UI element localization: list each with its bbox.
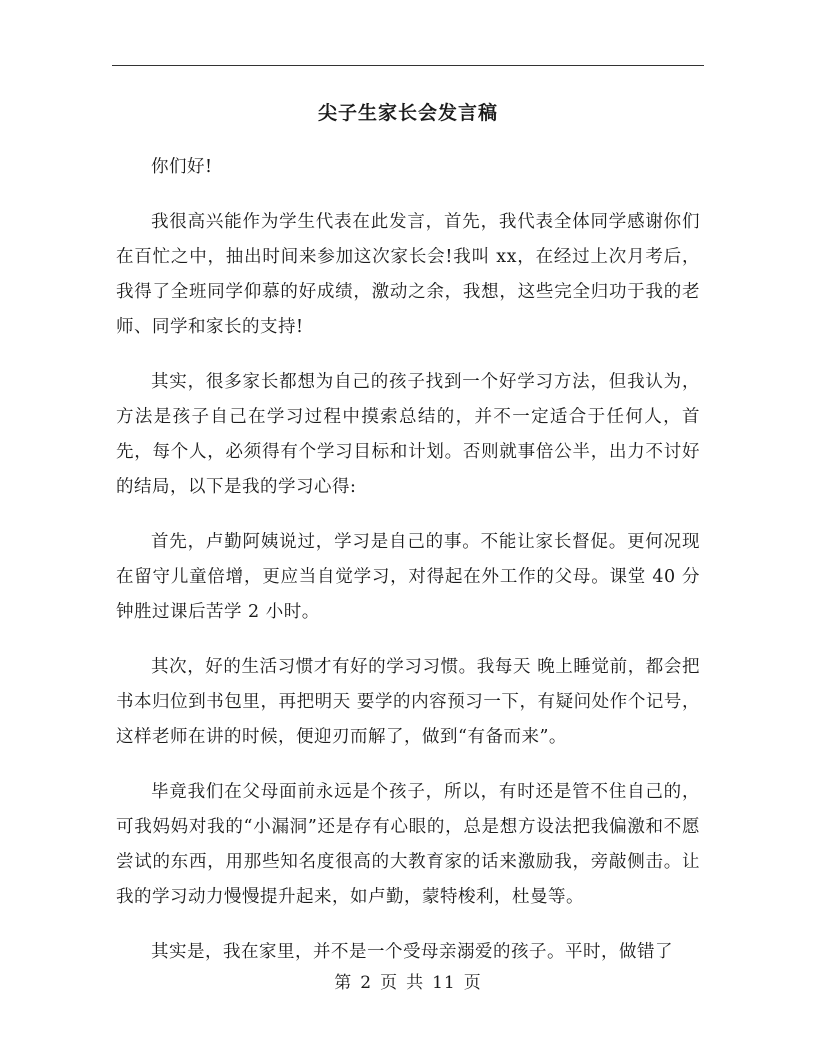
document-title: 尖子生家长会发言稿 (317, 102, 498, 124)
paragraph: 首先，卢勤阿姨说过，学习是自己的事。不能让家长督促。更何况现在留守儿童倍增，更应当自觉学习，对得起在外工作的父母。课堂 40 分钟胜过课后苦学 2 小时。 (116, 532, 700, 622)
current-page-number: 2 (360, 973, 373, 993)
paragraph: 其实，很多家长都想为自己的孩子找到一个好学习方法，但我认为，方法是孩子自己在学习过程中摸索总结的，并不一定适合于任何人，首先，每个人，必须得有个学习目标和计划。否则就事倍公半，出力不讨好的结局，以下是我的学习心得: (116, 372, 700, 497)
header-rule (112, 65, 704, 66)
total-pages-number: 11 (432, 973, 456, 993)
paragraph: 我很高兴能作为学生代表在此发言，首先，我代表全体同学感谢你们在百忙之中，抽出时间来参加这次家长会!我叫 xx，在经过上次月考后，我得了全班同学仰慕的好成绩，激动之余，我想，这些完全归功于我的老师、同学和家长的支持! (116, 212, 700, 337)
document-body (116, 150, 700, 990)
footer-total-word: 共 (406, 973, 425, 993)
footer-suffix: 页 (463, 973, 482, 993)
paragraph: 其次，好的生活习惯才有好的学习习惯。我每天 晚上睡觉前，都会把书本归位到书包里，再把明天 要学的内容预习一下，有疑问处作个记号，这样老师在讲的时候，便迎刃而解了，做到“有备而来”。 (116, 657, 700, 747)
footer-page-word: 页 (380, 973, 399, 993)
paragraph-greeting: 你们好! (151, 157, 213, 177)
paragraph: 毕竟我们在父母面前永远是个孩子，所以，有时还是管不住自己的，可我妈妈对我的“小漏洞”还是存有心眼的，总是想方设法把我偏激和不愿尝试的东西，用那些知名度很高的大教育家的话来激励我，旁敲侧击。让我的学习动力慢慢提升起来，如卢勤，蒙特梭利，杜曼等。 (116, 782, 700, 907)
page-number-footer (0, 968, 816, 993)
footer-prefix: 第 (334, 973, 353, 993)
paragraph: 其实是，我在家里，并不是一个受母亲溺爱的孩子。平时，做错了 (151, 942, 673, 962)
